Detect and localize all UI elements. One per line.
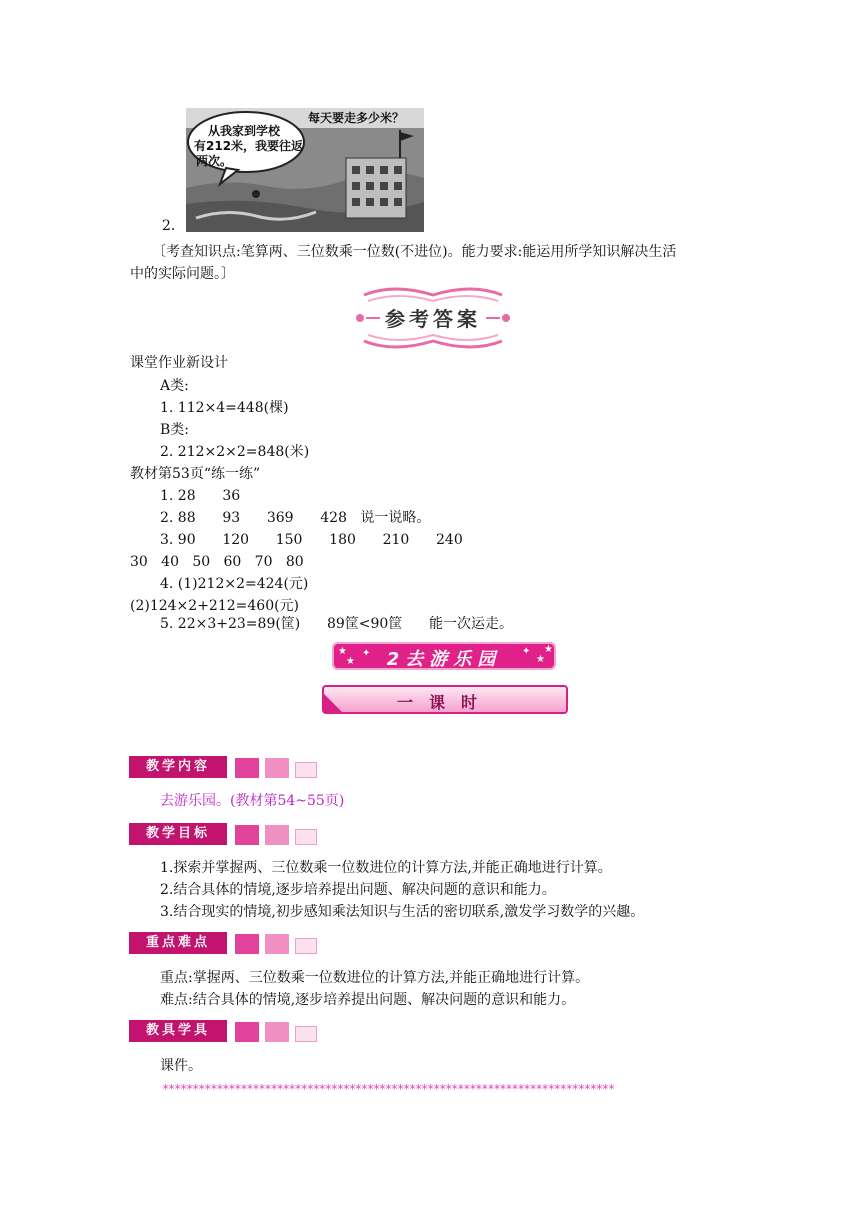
decor-square (235, 825, 259, 845)
answers-heading: 课堂作业新设计 (130, 355, 228, 371)
star-icon: ★ (338, 646, 347, 657)
decor-square (265, 1022, 289, 1042)
difficult-point: 难点:结合具体的情境,逐步培养提出问题、解决问题的意识和能力。 (160, 992, 576, 1008)
walking-to-school-illustration (186, 108, 424, 232)
star-divider: *************************************************************************** (162, 1082, 614, 1096)
star-icon: ★ (544, 644, 553, 655)
answer-banner-title: 参考答案 (385, 307, 481, 331)
section-header-tools (129, 1020, 319, 1042)
answers-t1: 1. 28 36 (160, 488, 241, 504)
decor-square (265, 934, 289, 954)
answers-t3: 3. 90 120 150 180 210 240 (160, 532, 463, 548)
problem-number: 2. (162, 218, 176, 234)
decor-square (235, 934, 259, 954)
lesson-title-banner (322, 685, 568, 714)
speech-bubble-line-1: 从我家到学校 (208, 124, 281, 138)
lesson-title: 一课时 (396, 693, 493, 712)
section-header-content (129, 756, 319, 778)
answers-t4b: (2)124×2+212=460(元) (130, 598, 300, 614)
answers-a-type: A类: (160, 378, 189, 394)
goal-item-2: 2.结合具体的情境,逐步培养提出问题、解决问题的意识和能力。 (160, 882, 556, 898)
section-label: 教学内容 (129, 756, 227, 778)
star-icon: ★ (346, 656, 355, 667)
goal-item-3: 3.结合现实的情境,初步感知乘法知识与生活的密切联系,激发学习数学的兴趣。 (160, 904, 645, 920)
answer-banner (354, 283, 512, 353)
star-icon: ✦ (362, 648, 371, 659)
star-icon: ★ (536, 654, 545, 665)
key-point: 重点:掌握两、三位数乘一位数进位的计算方法,并能正确地进行计算。 (160, 970, 590, 986)
answers-a1: 1. 112×4=448(棵) (160, 400, 289, 416)
answers-textbook: 教材第53页“练一练” (130, 466, 261, 482)
decor-square (295, 762, 317, 778)
knowledge-line-2: 中的实际问题。〕 (130, 266, 235, 282)
decor-square (295, 1026, 317, 1042)
decor-square (235, 758, 259, 778)
decor-square (295, 938, 317, 954)
unit-title: 2去游乐园 (386, 649, 502, 670)
section-label: 教具学具 (129, 1020, 227, 1042)
content-text: 去游乐园。(教材第54~55页) (160, 793, 345, 809)
answers-b-type: B类: (160, 422, 190, 438)
star-icon: ✦ (522, 646, 531, 657)
decor-square (295, 829, 317, 845)
section-header-key-points (129, 932, 319, 954)
section-label: 教学目标 (129, 823, 227, 845)
decor-square (265, 758, 289, 778)
goal-item-1: 1.探索并掌握两、三位数乘一位数进位的计算方法,并能正确地进行计算。 (160, 860, 612, 876)
answers-t4: 4. (1)212×2=424(元) (160, 576, 309, 592)
answers-t5: 5. 22×3+23=89(筐) 89筐<90筐 能一次运走。 (160, 616, 514, 632)
unit-title-banner (332, 642, 556, 670)
decor-square (235, 1022, 259, 1042)
section-label: 重点难点 (129, 932, 227, 954)
tools-text: 课件。 (160, 1058, 202, 1074)
answers-t2: 2. 88 93 369 428 说一说略。 (160, 510, 431, 526)
speech-bubble-line-3: 两次。 (196, 154, 233, 168)
section-header-goals (129, 823, 319, 845)
answers-t3b: 30 40 50 60 70 80 (130, 554, 304, 570)
answers-b2: 2. 212×2×2=848(米) (160, 444, 310, 460)
illustration-question: 每天要走多少米？ (308, 111, 405, 125)
speech-bubble-line-2: 有212米，我要往返 (194, 139, 304, 153)
decor-square (265, 825, 289, 845)
knowledge-line-1: 〔考查知识点:笔算两、三位数乘一位数(不进位)。能力要求:能运用所学知识解决生活 (152, 244, 677, 260)
